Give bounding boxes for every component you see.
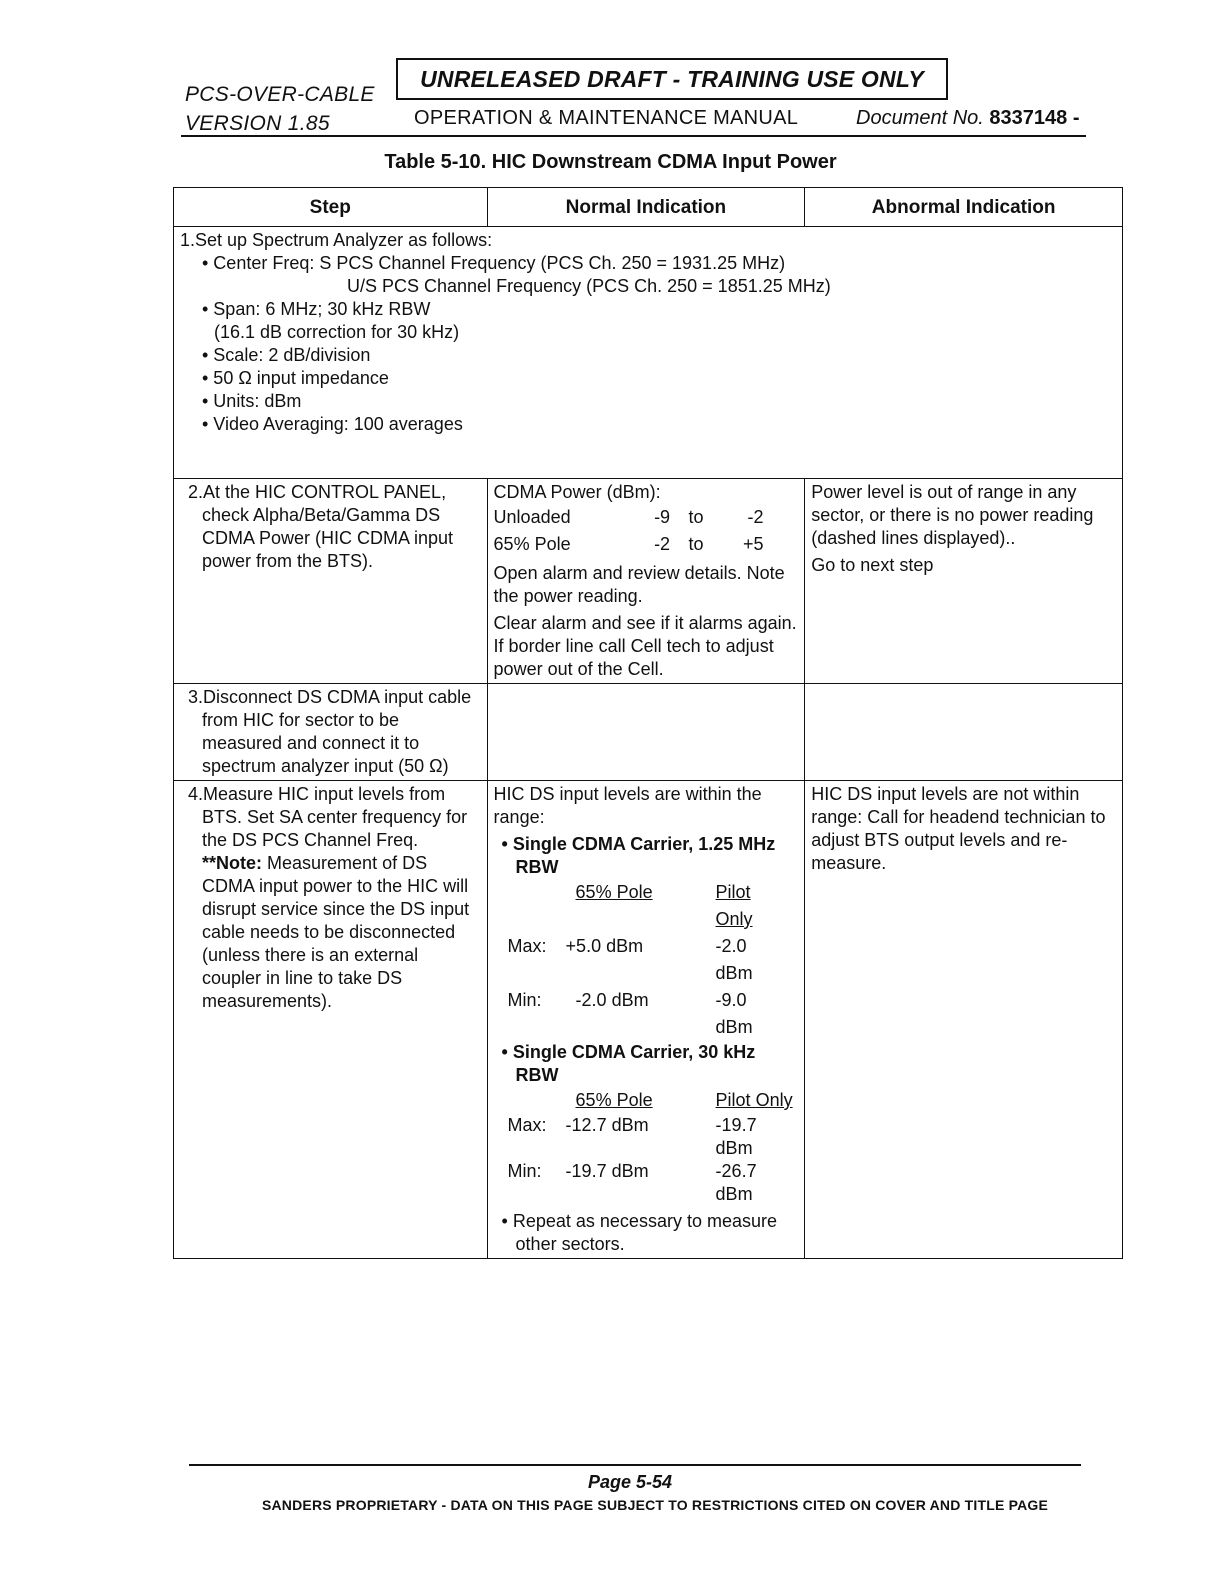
col-pilot-only: Pilot Only	[715, 882, 753, 929]
step-2-abnormal-text: Power level is out of range in any sector, or there is no power reading (dashed lines displayed)..	[811, 482, 1094, 548]
carrier-2-heading: • Single CDMA Carrier, 30 kHz RBW	[501, 1042, 756, 1085]
range-max: -2	[747, 507, 764, 527]
level-pole: -19.7 dBm	[565, 1161, 649, 1181]
product-name: PCS-OVER-CABLE	[185, 83, 375, 106]
step-3-text: 3.Disconnect DS CDMA input cable from HIC for sector to be measured and connect it to spectrum analyzer input (50 Ω)	[188, 687, 472, 776]
table-header-row	[174, 188, 1123, 227]
level-label: Max:	[507, 936, 547, 956]
step-1-center-freq: • Center Freq: S PCS Channel Frequency (PCS Ch. 250 = 1931.25 MHz)	[202, 253, 786, 273]
level-pilot: -19.7 dBm	[715, 1115, 757, 1158]
step-2-normal-head: CDMA Power (dBm):	[493, 482, 661, 502]
carrier-1-levels	[508, 879, 788, 1041]
step-2-text: 2.At the HIC CONTROL PANEL, check Alpha/Beta/Gamma DS CDMA Power (HIC CDMA input power from the BTS).	[188, 482, 454, 571]
step-2-normal-clear: Clear alarm and see if it alarms again. If border line call Cell tech to adjust power out of the Cell.	[493, 613, 797, 679]
range-max: +5	[743, 534, 764, 554]
step-4-text: 4.Measure HIC input levels from BTS. Set SA center frequency for the DS PCS Channel Freq.	[188, 784, 468, 850]
step-2-normal-cell	[487, 479, 805, 684]
level-pilot: -2.0 dBm	[715, 936, 753, 983]
step-3-step-cell	[174, 684, 488, 781]
column-header-normal: Normal Indication	[487, 188, 805, 227]
level-pole: -12.7 dBm	[565, 1115, 649, 1135]
col-65-pole: 65% Pole	[575, 882, 653, 902]
level-label: Min:	[507, 1161, 542, 1181]
step-4-step-cell	[174, 781, 488, 1259]
column-header-step: Step	[174, 188, 488, 227]
repeat-text: Repeat as necessary to measure other sectors.	[512, 1211, 777, 1254]
table-row-step-2	[174, 479, 1123, 684]
table-row-step-3	[174, 684, 1123, 781]
carrier-1-title: Single CDMA Carrier, 1.25 MHz RBW	[512, 834, 776, 877]
document-label: Document No.	[856, 107, 984, 129]
procedure-table	[173, 187, 1123, 1259]
step-2-abnormal-next: Go to next step	[811, 555, 934, 575]
range-label: 65% Pole	[493, 534, 571, 554]
step-4-repeat: • Repeat as necessary to measure other sectors.	[501, 1211, 777, 1254]
range-row	[494, 504, 764, 531]
range-label: Unloaded	[493, 507, 571, 527]
levels-row	[508, 933, 788, 987]
step-1-lead: 1.Set up Spectrum Analyzer as follows:	[180, 230, 493, 250]
level-pilot: -9.0 dBm	[715, 990, 753, 1037]
step-1-video: • Video Averaging: 100 averages	[202, 414, 463, 434]
carrier-2-levels	[508, 1087, 798, 1206]
header-divider	[181, 135, 1086, 137]
levels-row	[508, 1160, 798, 1206]
proprietary-notice: SANDERS PROPRIETARY - DATA ON THIS PAGE SUBJECT TO RESTRICTIONS CITED ON COVER AND TITLE PAGE	[261, 1497, 1049, 1513]
step-1-cell	[174, 227, 1123, 479]
levels-header-row	[508, 879, 788, 933]
manual-title: OPERATION & MAINTENANCE MANUAL	[414, 107, 799, 129]
step-1-center-freq-us: U/S PCS Channel Frequency (PCS Ch. 250 = 1851.25 MHz)	[347, 276, 831, 296]
cdma-power-ranges	[494, 504, 764, 558]
step-4-normal-head: HIC DS input levels are within the range:	[493, 784, 762, 827]
step-2-normal-review: Open alarm and review details. Note the power reading.	[493, 563, 785, 606]
levels-row	[508, 987, 788, 1041]
step-3-abnormal-cell	[805, 684, 1123, 781]
step-3-normal-cell	[487, 684, 805, 781]
step-1-units: • Units: dBm	[202, 391, 302, 411]
range-row	[494, 531, 764, 558]
step-2-step-cell	[174, 479, 488, 684]
step-4-normal-cell	[487, 781, 805, 1259]
level-label: Max:	[507, 1115, 547, 1135]
step-2-abnormal-cell	[805, 479, 1123, 684]
range-min: -2	[654, 534, 671, 554]
levels-header-row	[508, 1087, 798, 1114]
level-pole: +5.0 dBm	[565, 936, 644, 956]
level-pilot: -26.7 dBm	[715, 1161, 757, 1204]
document-number-value: 8337148 -	[989, 107, 1080, 129]
table-row-step-4	[174, 781, 1123, 1259]
level-pole: -2.0 dBm	[575, 990, 649, 1010]
draft-banner: UNRELEASED DRAFT - TRAINING USE ONLY	[396, 58, 948, 100]
carrier-2-title: Single CDMA Carrier, 30 kHz RBW	[512, 1042, 756, 1085]
col-65-pole: 65% Pole	[575, 1090, 653, 1110]
footer-divider	[189, 1464, 1081, 1466]
version-label: VERSION 1.85	[185, 112, 330, 135]
step-4-abnormal-cell	[805, 781, 1123, 1259]
document-number	[856, 107, 1079, 130]
table-title: Table 5-10. HIC Downstream CDMA Input Power	[384, 151, 837, 173]
levels-row	[508, 1114, 798, 1160]
note-label: **Note:	[202, 853, 263, 873]
range-to: to	[688, 507, 704, 527]
note-text: Measurement of DS CDMA input power to the HIC will disrupt service since the DS input cable needs to be disconnected (unless there is an external coupler in line to take DS measurements).	[202, 853, 470, 1011]
table-row-step-1	[174, 227, 1123, 479]
carrier-1-heading: • Single CDMA Carrier, 1.25 MHz RBW	[501, 834, 776, 877]
step-4-note	[180, 852, 481, 1013]
range-min: -9	[654, 507, 671, 527]
header-left	[185, 80, 375, 138]
step-4-abnormal-text: HIC DS input levels are not within range: Call for headend technician to adjust BTS output levels and re-measure.	[811, 784, 1106, 873]
step-1-impedance: • 50 Ω input impedance	[202, 368, 389, 388]
step-1-span: • Span: 6 MHz; 30 kHz RBW	[202, 299, 431, 319]
page-number: Page 5-54	[587, 1472, 673, 1492]
step-1-scale: • Scale: 2 dB/division	[202, 345, 371, 365]
step-1-correction: (16.1 dB correction for 30 kHz)	[214, 322, 460, 342]
range-to: to	[688, 534, 704, 554]
level-label: Min:	[507, 990, 542, 1010]
col-pilot-only: Pilot Only	[715, 1090, 793, 1110]
column-header-abnormal: Abnormal Indication	[805, 188, 1123, 227]
